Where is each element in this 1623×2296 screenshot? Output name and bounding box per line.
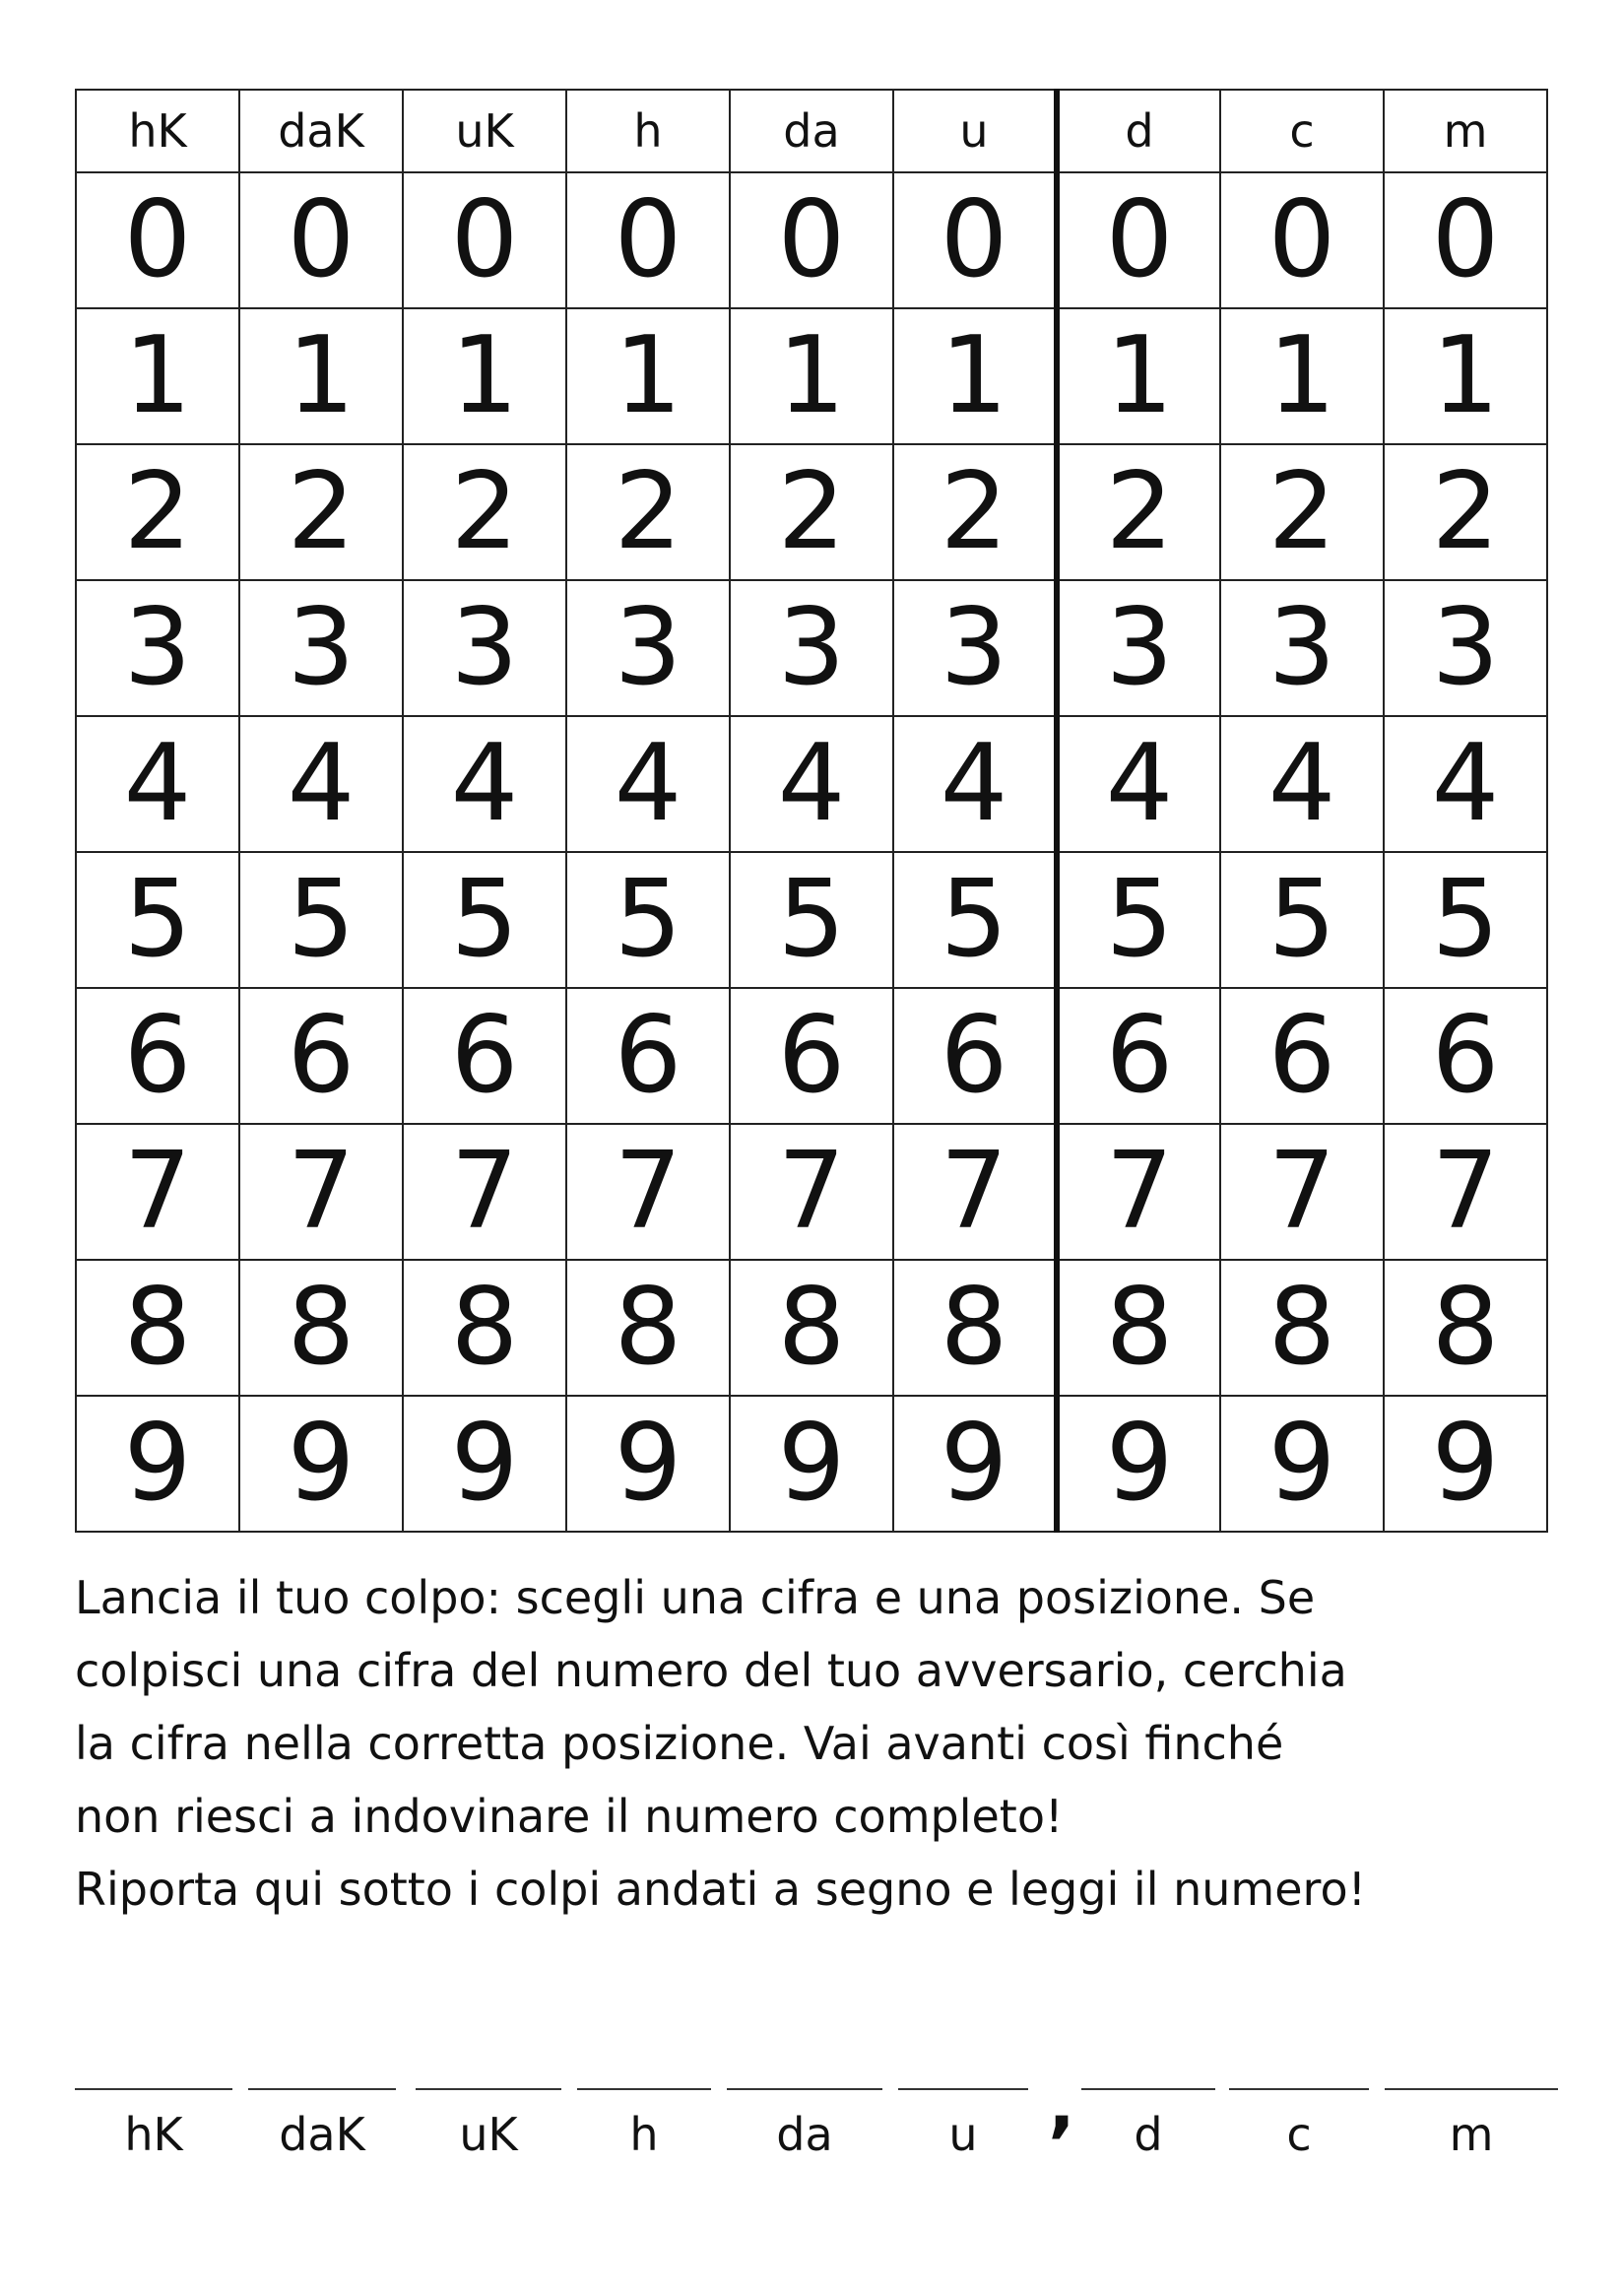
digit-cell-c[interactable]: 0 xyxy=(1220,172,1384,308)
digit-cell-u[interactable]: 4 xyxy=(893,716,1057,852)
digit-cell-uK[interactable]: 8 xyxy=(403,1260,566,1396)
digit-cell-c[interactable]: 3 xyxy=(1220,580,1384,716)
digit-cell-uK[interactable]: 6 xyxy=(403,988,566,1124)
digit-row xyxy=(76,852,1547,988)
digit-cell-c[interactable]: 7 xyxy=(1220,1124,1384,1260)
digit-cell-h[interactable]: 4 xyxy=(566,716,730,852)
digit-cell-da[interactable]: 9 xyxy=(730,1396,893,1532)
digit-cell-hK[interactable]: 9 xyxy=(76,1396,239,1532)
digit-cell-daK[interactable]: 0 xyxy=(239,172,403,308)
digit-row xyxy=(76,444,1547,580)
answer-label-da: da xyxy=(776,2108,833,2161)
digit-cell-h[interactable]: 3 xyxy=(566,580,730,716)
digit-row xyxy=(76,1396,1547,1532)
digit-cell-m[interactable]: 7 xyxy=(1384,1124,1547,1260)
answer-slot-u[interactable] xyxy=(898,2068,1028,2187)
instruction-line: Riporta qui sotto i colpi andati a segno e leggi il numero! xyxy=(75,1863,1367,1916)
digit-cell-uK[interactable]: 7 xyxy=(403,1124,566,1260)
digit-cell-u[interactable]: 6 xyxy=(893,988,1057,1124)
column-header-d: d xyxy=(1057,90,1220,172)
blank-line xyxy=(416,2088,561,2090)
digit-cell-u[interactable]: 8 xyxy=(893,1260,1057,1396)
digit-cell-d[interactable]: 4 xyxy=(1057,716,1220,852)
digit-cell-m[interactable]: 5 xyxy=(1384,852,1547,988)
digit-cell-uK[interactable]: 0 xyxy=(403,172,566,308)
digit-cell-m[interactable]: 3 xyxy=(1384,580,1547,716)
digit-row xyxy=(76,1124,1547,1260)
digit-cell-c[interactable]: 4 xyxy=(1220,716,1384,852)
digit-cell-hK[interactable]: 8 xyxy=(76,1260,239,1396)
digit-cell-h[interactable]: 8 xyxy=(566,1260,730,1396)
answer-line xyxy=(75,2063,1560,2187)
instruction-line: non riesci a indovinare il numero completo! xyxy=(75,1790,1064,1843)
column-header-hK: hK xyxy=(76,90,239,172)
blank-line xyxy=(1385,2088,1558,2090)
digit-cell-da[interactable]: 7 xyxy=(730,1124,893,1260)
column-header-m: m xyxy=(1384,90,1547,172)
digit-cell-d[interactable]: 1 xyxy=(1057,308,1220,444)
grid-header-row xyxy=(76,90,1547,172)
answer-label-d: d xyxy=(1134,2108,1163,2161)
digit-row xyxy=(76,988,1547,1124)
digit-cell-hK[interactable]: 7 xyxy=(76,1124,239,1260)
digit-cell-uK[interactable]: 1 xyxy=(403,308,566,444)
answer-label-m: m xyxy=(1449,2108,1494,2161)
answer-label-c: c xyxy=(1286,2108,1312,2161)
digit-cell-d[interactable]: 6 xyxy=(1057,988,1220,1124)
digit-cell-da[interactable]: 5 xyxy=(730,852,893,988)
blank-line xyxy=(75,2088,232,2090)
digit-row xyxy=(76,1260,1547,1396)
digit-cell-uK[interactable]: 5 xyxy=(403,852,566,988)
digit-cell-hK[interactable]: 1 xyxy=(76,308,239,444)
answer-slot-h[interactable] xyxy=(577,2068,711,2187)
answer-slot-d[interactable] xyxy=(1081,2068,1215,2187)
digit-cell-d[interactable]: 3 xyxy=(1057,580,1220,716)
column-header-da: da xyxy=(730,90,893,172)
digit-cell-da[interactable]: 8 xyxy=(730,1260,893,1396)
digit-cell-d[interactable]: 5 xyxy=(1057,852,1220,988)
column-header-h: h xyxy=(566,90,730,172)
digit-cell-u[interactable]: 1 xyxy=(893,308,1057,444)
digit-cell-daK[interactable]: 9 xyxy=(239,1396,403,1532)
digit-cell-u[interactable]: 0 xyxy=(893,172,1057,308)
digit-cell-c[interactable]: 1 xyxy=(1220,308,1384,444)
digit-cell-m[interactable]: 2 xyxy=(1384,444,1547,580)
digit-cell-daK[interactable]: 6 xyxy=(239,988,403,1124)
column-header-uK: uK xyxy=(403,90,566,172)
answer-label-uK: uK xyxy=(459,2108,518,2161)
digit-cell-u[interactable]: 7 xyxy=(893,1124,1057,1260)
column-header-daK: daK xyxy=(239,90,403,172)
digit-cell-m[interactable]: 1 xyxy=(1384,308,1547,444)
digit-cell-da[interactable]: 0 xyxy=(730,172,893,308)
digit-row xyxy=(76,308,1547,444)
digit-cell-u[interactable]: 5 xyxy=(893,852,1057,988)
digit-cell-m[interactable]: 4 xyxy=(1384,716,1547,852)
digit-cell-da[interactable]: 1 xyxy=(730,308,893,444)
digit-cell-daK[interactable]: 7 xyxy=(239,1124,403,1260)
digit-cell-daK[interactable]: 1 xyxy=(239,308,403,444)
digit-cell-da[interactable]: 6 xyxy=(730,988,893,1124)
digit-cell-da[interactable]: 3 xyxy=(730,580,893,716)
digit-cell-hK[interactable]: 6 xyxy=(76,988,239,1124)
answer-slot-daK[interactable] xyxy=(248,2068,396,2187)
digit-row xyxy=(76,716,1547,852)
digit-cell-u[interactable]: 3 xyxy=(893,580,1057,716)
grid-body xyxy=(76,172,1547,1532)
digit-cell-hK[interactable]: 5 xyxy=(76,852,239,988)
digit-cell-hK[interactable]: 4 xyxy=(76,716,239,852)
digit-cell-hK[interactable]: 3 xyxy=(76,580,239,716)
column-header-u: u xyxy=(893,90,1057,172)
digit-cell-h[interactable]: 6 xyxy=(566,988,730,1124)
digit-cell-h[interactable]: 9 xyxy=(566,1396,730,1532)
digit-cell-m[interactable]: 8 xyxy=(1384,1260,1547,1396)
blank-line xyxy=(1081,2088,1215,2090)
answer-label-daK: daK xyxy=(279,2108,365,2161)
digit-cell-c[interactable]: 6 xyxy=(1220,988,1384,1124)
digit-cell-h[interactable]: 1 xyxy=(566,308,730,444)
digit-cell-hK[interactable]: 2 xyxy=(76,444,239,580)
blank-line xyxy=(577,2088,711,2090)
digit-cell-da[interactable]: 4 xyxy=(730,716,893,852)
digit-cell-daK[interactable]: 4 xyxy=(239,716,403,852)
digit-cell-uK[interactable]: 3 xyxy=(403,580,566,716)
digit-cell-c[interactable]: 5 xyxy=(1220,852,1384,988)
instruction-line: colpisci una cifra del numero del tuo avversario, cerchia xyxy=(75,1644,1347,1697)
instruction-line: Lancia il tuo colpo: scegli una cifra e una posizione. Se xyxy=(75,1571,1316,1624)
instructions xyxy=(75,1561,1572,1926)
blank-line xyxy=(898,2088,1028,2090)
digit-cell-daK[interactable]: 8 xyxy=(239,1260,403,1396)
digit-cell-m[interactable]: 0 xyxy=(1384,172,1547,308)
blank-line xyxy=(248,2088,396,2090)
answer-label-hK: hK xyxy=(124,2108,183,2161)
digit-cell-daK[interactable]: 5 xyxy=(239,852,403,988)
blank-line xyxy=(1229,2088,1369,2090)
digit-cell-hK[interactable]: 0 xyxy=(76,172,239,308)
digit-cell-h[interactable]: 5 xyxy=(566,852,730,988)
digit-cell-u[interactable]: 9 xyxy=(893,1396,1057,1532)
answer-label-u: u xyxy=(948,2108,978,2161)
digit-cell-d[interactable]: 7 xyxy=(1057,1124,1220,1260)
column-header-c: c xyxy=(1220,90,1384,172)
digit-cell-c[interactable]: 2 xyxy=(1220,444,1384,580)
digit-cell-d[interactable]: 9 xyxy=(1057,1396,1220,1532)
answer-slot-c[interactable] xyxy=(1229,2068,1369,2187)
answer-slot-m[interactable] xyxy=(1385,2068,1558,2187)
answer-slot-da[interactable] xyxy=(727,2068,882,2187)
digit-row xyxy=(76,580,1547,716)
answer-slot-uK[interactable] xyxy=(416,2068,561,2187)
digit-cell-uK[interactable]: 4 xyxy=(403,716,566,852)
digit-cell-c[interactable]: 9 xyxy=(1220,1396,1384,1532)
digit-cell-d[interactable]: 2 xyxy=(1057,444,1220,580)
instruction-line: la cifra nella corretta posizione. Vai avanti così finché xyxy=(75,1717,1284,1770)
digit-cell-uK[interactable]: 9 xyxy=(403,1396,566,1532)
digit-cell-c[interactable]: 8 xyxy=(1220,1260,1384,1396)
blank-line xyxy=(727,2088,882,2090)
digit-cell-d[interactable]: 8 xyxy=(1057,1260,1220,1396)
digit-cell-uK[interactable]: 2 xyxy=(403,444,566,580)
answer-label-h: h xyxy=(629,2108,659,2161)
digit-cell-m[interactable]: 6 xyxy=(1384,988,1547,1124)
decimal-comma: , xyxy=(1048,2063,1075,2145)
digit-cell-u[interactable]: 2 xyxy=(893,444,1057,580)
digit-cell-m[interactable]: 9 xyxy=(1384,1396,1547,1532)
digit-cell-da[interactable]: 2 xyxy=(730,444,893,580)
digit-cell-h[interactable]: 0 xyxy=(566,172,730,308)
digit-row xyxy=(76,172,1547,308)
digit-cell-d[interactable]: 0 xyxy=(1057,172,1220,308)
digit-cell-daK[interactable]: 3 xyxy=(239,580,403,716)
digit-cell-daK[interactable]: 2 xyxy=(239,444,403,580)
digit-cell-h[interactable]: 7 xyxy=(566,1124,730,1260)
digit-cell-h[interactable]: 2 xyxy=(566,444,730,580)
place-value-grid xyxy=(75,89,1548,1533)
answer-slot-hK[interactable] xyxy=(75,2068,232,2187)
